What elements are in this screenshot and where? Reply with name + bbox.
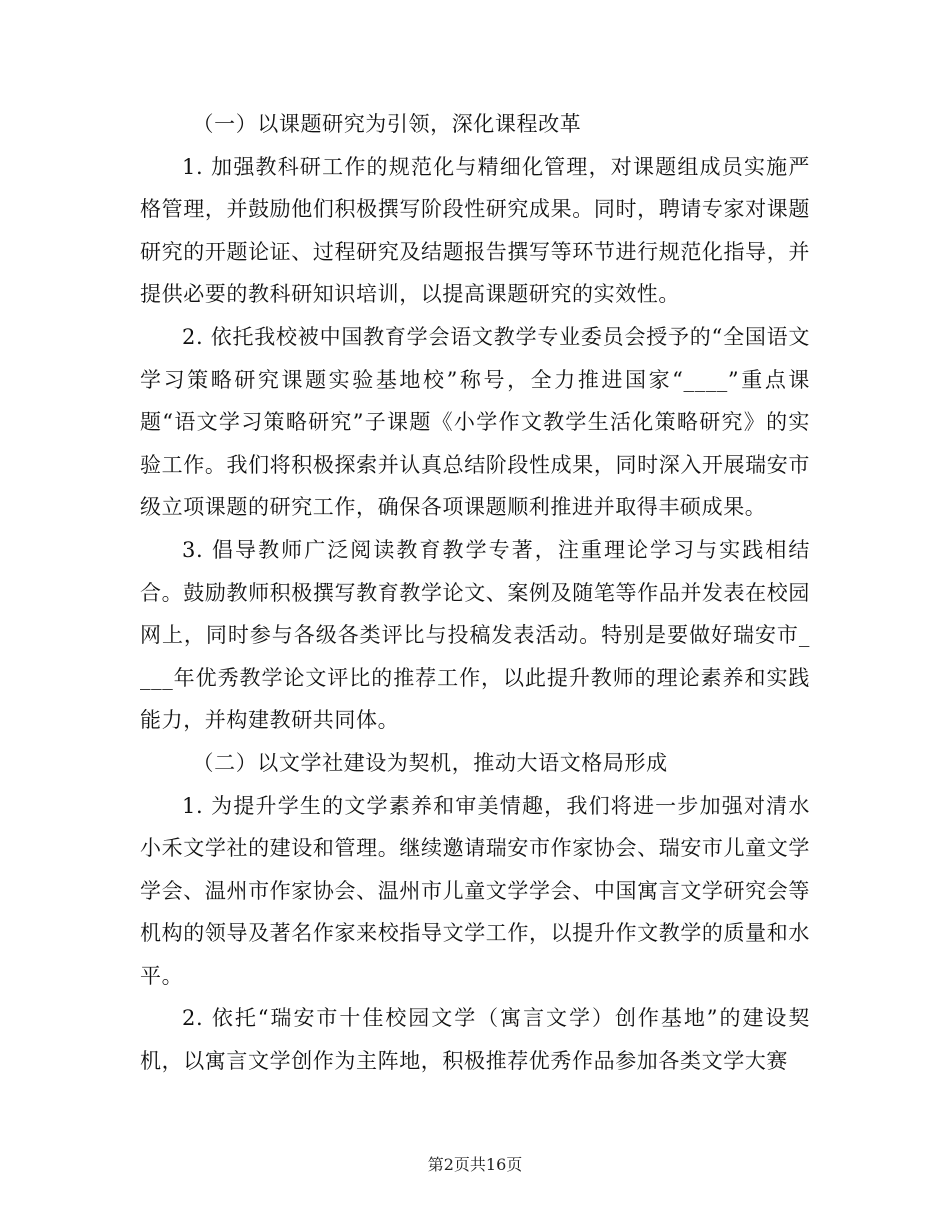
paragraph-1-3: 3. 倡导教师广泛阅读教育教学专著，注重理论学习与实践相结合。鼓励教师积极撰写教育教学论文、案例及随笔等作品并发表在校园网上，同时参与各级各类评比与投稿发表活动。特别是要做好瑞安市____年优秀教学论文评比的推荐工作，以此提升教师的理论素养和实践能力，并构建教研共同体。 (140, 537, 810, 733)
paragraph-2-2: 2. 依托“瑞安市十佳校园文学（寓言文学）创作基地”的建设契机，以寓言文学创作为主阵地，积极推荐优秀作品参加各类文学大赛 (140, 1006, 810, 1074)
paragraph-1-2: 2. 依托我校被中国教育学会语文教学专业委员会授予的“全国语文学习策略研究课题实验基地校”称号，全力推进国家“____”重点课题“语文学习策略研究”子课题《小学作文教学生活化策略研究》的实验工作。我们将积极探索并认真总结阶段性成果，同时深入开展瑞安市级立项课题的研究工作，确保各项课题顺利推进并取得丰硕成果。 (140, 324, 810, 520)
paragraph-2-1: 1. 为提升学生的文学素养和审美情趣，我们将进一步加强对清水小禾文学社的建设和管理。继续邀请瑞安市作家协会、瑞安市儿童文学学会、温州市作家协会、温州市儿童文学学会、中国寓言文学研究会等机构的领导及著名作家来校指导文学工作，以提升作文教学的质量和水平。 (140, 793, 810, 988)
document-body (140, 103, 810, 1083)
paragraph-1-1: 1. 加强教科研工作的规范化与精细化管理，对课题组成员实施严格管理，并鼓励他们积极撰写阶段性研究成果。同时，聘请专家对课题研究的开题论证、过程研究及结题报告撰写等环节进行规范化指导，并提供必要的教科研知识培训，以提高课题研究的实效性。 (140, 154, 810, 307)
section-heading-2: （二）以文学社建设为契机，推动大语文格局形成 (192, 750, 668, 775)
page-number-footer: 第2页共16页 (427, 1155, 523, 1174)
section-heading-1: （一）以课题研究为引领，深化课程改革 (192, 112, 582, 136)
